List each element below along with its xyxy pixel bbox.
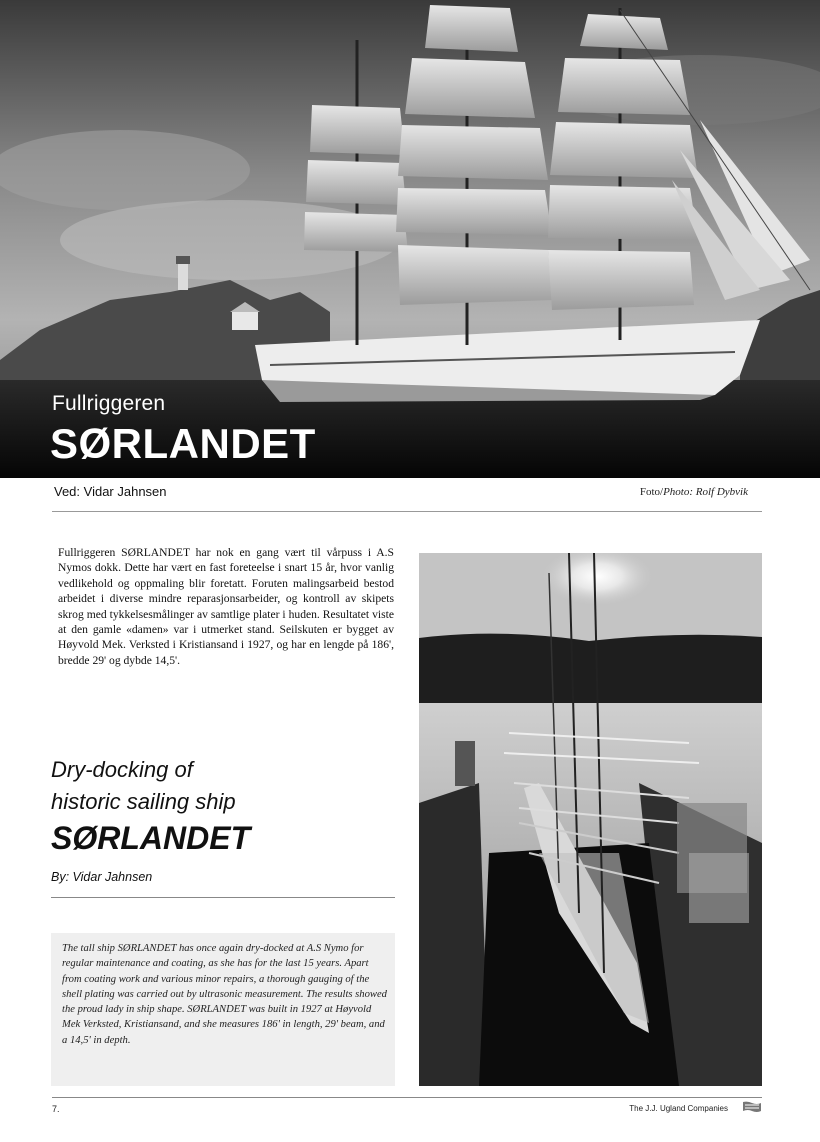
photo-credit xyxy=(640,486,748,498)
english-title-ship-name: SØRLANDET xyxy=(51,820,251,856)
hero-photo xyxy=(0,0,820,478)
divider xyxy=(51,897,395,898)
byline: Ved: Vidar Jahnsen xyxy=(54,484,167,499)
hero-title: SØRLANDET xyxy=(50,420,316,467)
english-summary-text: The tall ship SØRLANDET has once again dry-docked at A.S Nymo for regular maintenance and coating, as she has for the last 15 years. Apart from coating work and various minor repairs, a thorough gauging of the shell plating was carried out by ultrasonic measurement. The results showed the proud lady in ship shape. SØRLANDET was built in 1927 at Høyvold Mek Verksted, Kristiansand, and she measures 186' in length, 29' beam, and a 14,5' in depth. xyxy=(62,943,387,1046)
ship-in-dry-dock-aerial-photo xyxy=(419,553,762,1086)
hero-kicker: Fullriggeren xyxy=(52,392,166,415)
page-number: 7. xyxy=(52,1104,60,1114)
english-byline: By: Vidar Jahnsen xyxy=(51,870,153,884)
footer-company: The J.J. Ugland Companies xyxy=(629,1104,728,1113)
dry-dock-photo xyxy=(419,553,762,1086)
english-title xyxy=(51,754,236,818)
company-flag-icon xyxy=(742,1101,762,1113)
photo-credit-name: Photo: Rolf Dybvik xyxy=(663,486,748,498)
article-body-norwegian: Fullriggeren SØRLANDET har nok en gang vært til vårpuss i A.S Nymos dokk. Dette har vært en fast foreteelse i snart 15 år, hvor vanlig vedlikehold og oppmaling blir foretatt. Foruten malingsarbeid bestod arbeidet i diverse mindre reparasjonsarbeider, og kontroll av skipets skrog med tykkelsesmålinger av samtlige plater i huden. Resultatet viste at den gamle «damen» var i utmerket stand. Seilskuten er bygget av Høyvold Mek. Verksted i Kristiansand i 1927, og har en lengde på 186', bredde 29' og dybde 14,5'. xyxy=(58,546,394,667)
photo-credit-prefix: Foto/ xyxy=(639,486,664,498)
divider xyxy=(52,511,762,512)
english-title-line1: Dry-docking of xyxy=(51,757,193,782)
english-title-line2: historic sailing ship xyxy=(51,789,236,814)
footer-divider xyxy=(52,1097,762,1098)
